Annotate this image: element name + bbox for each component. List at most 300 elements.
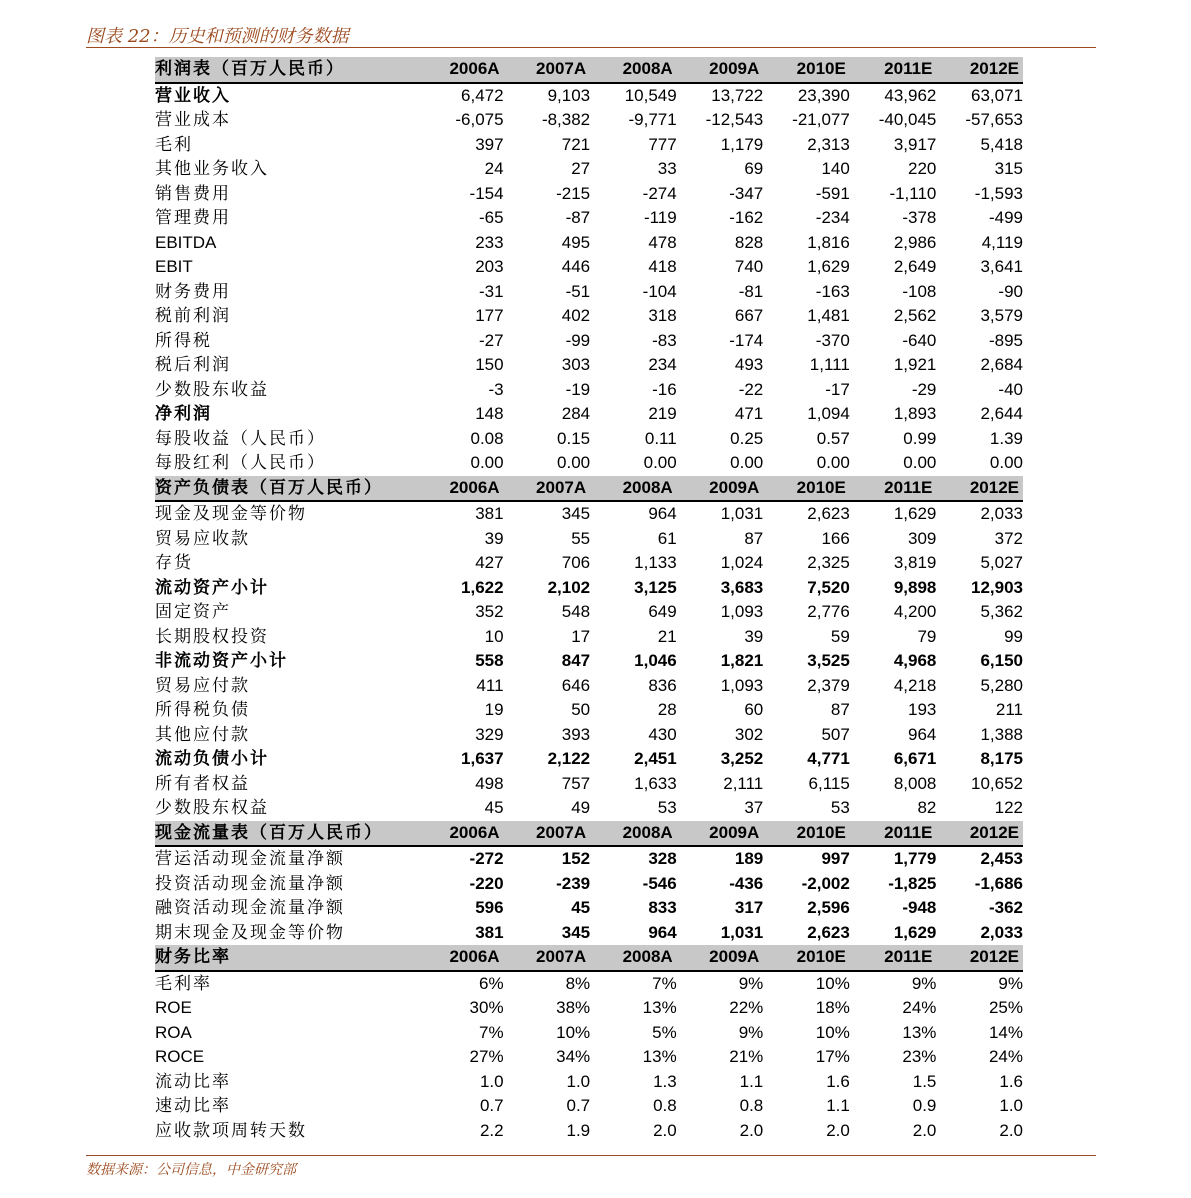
table-cell: 0.08 bbox=[470, 428, 504, 448]
table-cell: 53 bbox=[657, 798, 677, 818]
table-cell: 381 bbox=[475, 504, 504, 524]
table-cell: 49 bbox=[571, 798, 591, 818]
table-cell: 148 bbox=[475, 404, 504, 424]
table-row bbox=[155, 231, 1023, 256]
table-cell: 45 bbox=[571, 898, 591, 918]
table-cell: -119 bbox=[643, 208, 677, 228]
table-cell: 2,649 bbox=[893, 257, 937, 277]
table-cell: 0.00 bbox=[989, 453, 1023, 473]
section-header-row bbox=[155, 945, 1023, 971]
table-cell: 8,008 bbox=[893, 773, 937, 793]
table-cell: 79 bbox=[917, 626, 937, 646]
year-header: 2010E bbox=[763, 821, 850, 847]
table-cell: 53 bbox=[830, 798, 850, 818]
table-row bbox=[155, 1119, 1023, 1144]
table-cell: 234 bbox=[648, 355, 677, 375]
table-cell: 24 bbox=[484, 159, 504, 179]
table-cell: 122 bbox=[994, 798, 1023, 818]
table-cell: 6,472 bbox=[461, 85, 504, 105]
table-cell: -8,382 bbox=[541, 110, 591, 130]
table-cell: 27 bbox=[571, 159, 591, 179]
table-cell: -6,075 bbox=[455, 110, 504, 130]
table-cell: 303 bbox=[561, 355, 591, 375]
table-cell: 166 bbox=[821, 528, 850, 548]
table-cell: 3,641 bbox=[980, 257, 1023, 277]
table-cell: 61 bbox=[657, 528, 677, 548]
row-label: 所有者权益 bbox=[155, 773, 250, 794]
table-cell: 315 bbox=[994, 159, 1023, 179]
table-cell: 5% bbox=[652, 1022, 677, 1042]
table-cell: 189 bbox=[734, 849, 764, 869]
table-row bbox=[155, 206, 1023, 231]
table-cell: 328 bbox=[648, 849, 677, 869]
table-cell: 1.1 bbox=[826, 1096, 850, 1116]
table-cell: 14% bbox=[988, 1022, 1023, 1042]
table-cell: 1,093 bbox=[720, 675, 764, 695]
table-cell: 471 bbox=[734, 404, 764, 424]
table-cell: 1,388 bbox=[980, 724, 1023, 744]
table-cell: 964 bbox=[648, 504, 677, 524]
table-cell: 2.0 bbox=[999, 1120, 1023, 1140]
table-cell: 836 bbox=[648, 675, 677, 695]
table-cell: -16 bbox=[652, 379, 677, 399]
year-header: 2008A bbox=[590, 57, 677, 83]
financial-data-table bbox=[155, 57, 1023, 1143]
table-cell: 964 bbox=[908, 724, 937, 744]
table-cell: -362 bbox=[988, 898, 1023, 918]
table-cell: 1,133 bbox=[634, 553, 677, 573]
table-cell: 0.8 bbox=[653, 1096, 677, 1116]
table-row bbox=[155, 1070, 1023, 1095]
row-label: 每股收益（人民币） bbox=[155, 428, 326, 449]
table-cell: 9% bbox=[998, 973, 1023, 993]
table-row bbox=[155, 402, 1023, 427]
table-row bbox=[155, 304, 1023, 329]
table-cell: 24% bbox=[902, 998, 937, 1018]
table-cell: 1,637 bbox=[461, 749, 504, 769]
table-cell: 2,623 bbox=[807, 922, 850, 942]
table-cell: 9% bbox=[738, 1022, 764, 1042]
table-cell: -9,771 bbox=[628, 110, 677, 130]
row-label: 营业成本 bbox=[155, 110, 231, 131]
table-cell: -90 bbox=[998, 281, 1023, 301]
table-cell: 43,962 bbox=[884, 85, 937, 105]
table-cell: 1,093 bbox=[720, 602, 764, 622]
table-cell: -1,593 bbox=[974, 183, 1023, 203]
table-cell: 203 bbox=[475, 257, 504, 277]
table-cell: 828 bbox=[734, 232, 764, 252]
row-label: 财务费用 bbox=[155, 281, 231, 302]
table-cell: 9% bbox=[738, 973, 764, 993]
table-cell: 558 bbox=[475, 651, 504, 671]
table-cell: 345 bbox=[561, 922, 591, 942]
table-cell: 50 bbox=[571, 700, 591, 720]
table-cell: 193 bbox=[908, 700, 937, 720]
table-row bbox=[155, 280, 1023, 305]
table-cell: 2,596 bbox=[807, 898, 850, 918]
table-cell: -378 bbox=[902, 208, 937, 228]
table-cell: 427 bbox=[475, 553, 504, 573]
table-cell: 2,325 bbox=[807, 553, 850, 573]
year-header: 2010E bbox=[763, 945, 850, 971]
table-cell: 0.00 bbox=[903, 453, 937, 473]
table-cell: 13% bbox=[642, 1047, 677, 1067]
table-cell: 0.9 bbox=[912, 1096, 937, 1116]
table-row bbox=[155, 674, 1023, 699]
table-row bbox=[155, 1021, 1023, 1046]
table-cell: 23% bbox=[902, 1047, 937, 1067]
table-cell: 0.00 bbox=[470, 453, 504, 473]
table-cell: -22 bbox=[738, 379, 764, 399]
table-cell: 1,046 bbox=[634, 651, 677, 671]
table-cell: 2.0 bbox=[912, 1120, 937, 1140]
table-cell: 13% bbox=[642, 998, 677, 1018]
row-label: 税前利润 bbox=[155, 306, 231, 327]
table-cell: 4,968 bbox=[893, 651, 937, 671]
table-cell: -19 bbox=[565, 379, 591, 399]
row-label: 投资活动现金流量净额 bbox=[155, 873, 345, 894]
table-cell: 381 bbox=[475, 922, 504, 942]
table-row bbox=[155, 600, 1023, 625]
table-cell: 0.7 bbox=[566, 1096, 591, 1116]
table-cell: 5,418 bbox=[980, 134, 1023, 154]
table-cell: 30% bbox=[469, 998, 504, 1018]
table-cell: 318 bbox=[648, 306, 677, 326]
table-cell: 177 bbox=[475, 306, 504, 326]
table-cell: 302 bbox=[734, 724, 764, 744]
table-cell: 507 bbox=[821, 724, 850, 744]
table-cell: 2,562 bbox=[893, 306, 937, 326]
table-cell: 8,175 bbox=[980, 749, 1023, 769]
row-label: 所得税负债 bbox=[155, 700, 250, 721]
table-cell: -234 bbox=[815, 208, 850, 228]
table-cell: 23,390 bbox=[797, 85, 850, 105]
table-cell: 150 bbox=[475, 355, 504, 375]
table-cell: -640 bbox=[902, 330, 937, 350]
year-header: 2009A bbox=[677, 945, 764, 971]
row-label: 每股红利（人民币） bbox=[155, 453, 326, 474]
section-header-row bbox=[155, 57, 1023, 83]
row-label: 毛利 bbox=[155, 134, 193, 155]
table-cell: 10,549 bbox=[624, 85, 677, 105]
table-cell: 1,893 bbox=[893, 404, 937, 424]
table-cell: 38% bbox=[556, 998, 591, 1018]
table-row bbox=[155, 796, 1023, 821]
table-cell: 7% bbox=[479, 1022, 504, 1042]
row-label: 销售费用 bbox=[155, 183, 231, 204]
table-cell: 1,921 bbox=[893, 355, 937, 375]
table-cell: 2.0 bbox=[826, 1120, 850, 1140]
table-cell: 63,071 bbox=[971, 85, 1023, 105]
table-cell: 740 bbox=[734, 257, 764, 277]
section-title: 利润表（百万人民币） bbox=[155, 57, 417, 83]
row-label: 固定资产 bbox=[155, 602, 231, 623]
table-cell: -3 bbox=[488, 379, 504, 399]
table-cell: 211 bbox=[995, 700, 1023, 720]
table-cell: -220 bbox=[469, 873, 504, 893]
table-row bbox=[155, 723, 1023, 748]
table-cell: -99 bbox=[565, 330, 591, 350]
table-cell: 706 bbox=[561, 553, 591, 573]
figure-title: 图表 22：历史和预测的财务数据 bbox=[86, 26, 349, 47]
table-cell: 2,623 bbox=[807, 504, 850, 524]
row-label: 毛利率 bbox=[155, 973, 212, 994]
table-cell: 7,520 bbox=[807, 577, 850, 597]
table-cell: 21 bbox=[657, 626, 677, 646]
table-cell: 2,033 bbox=[980, 922, 1023, 942]
table-cell: -272 bbox=[469, 849, 504, 869]
table-cell: 3,125 bbox=[634, 577, 677, 597]
table-cell: -546 bbox=[642, 873, 677, 893]
table-row bbox=[155, 576, 1023, 601]
table-cell: 2.0 bbox=[653, 1120, 677, 1140]
table-cell: -40 bbox=[998, 379, 1023, 399]
table-cell: 140 bbox=[821, 159, 850, 179]
table-cell: 721 bbox=[561, 134, 591, 154]
table-cell: 430 bbox=[648, 724, 677, 744]
table-cell: -1,110 bbox=[889, 183, 937, 203]
year-header: 2007A bbox=[504, 821, 591, 847]
table-cell: 13% bbox=[902, 1022, 937, 1042]
table-row bbox=[155, 649, 1023, 674]
table-cell: 10,652 bbox=[971, 773, 1023, 793]
row-label: 期末现金及现金等价物 bbox=[155, 922, 345, 943]
table-cell: 17 bbox=[571, 626, 591, 646]
table-cell: 2,644 bbox=[980, 404, 1023, 424]
table-cell: 9,898 bbox=[893, 577, 937, 597]
table-cell: -162 bbox=[729, 208, 764, 228]
table-cell: 0.15 bbox=[557, 428, 591, 448]
table-cell: 284 bbox=[561, 404, 591, 424]
data-source-note: 数据来源：公司信息，中金研究部 bbox=[86, 1162, 296, 1178]
table-cell: 219 bbox=[648, 404, 677, 424]
table-cell: 6,115 bbox=[808, 773, 850, 793]
table-cell: -17 bbox=[825, 379, 850, 399]
year-header: 2009A bbox=[677, 821, 764, 847]
row-label: 速动比率 bbox=[155, 1096, 231, 1117]
row-label: 营业收入 bbox=[155, 85, 231, 106]
table-cell: 498 bbox=[475, 773, 504, 793]
table-cell: 25% bbox=[988, 998, 1023, 1018]
table-cell: 233 bbox=[475, 232, 504, 252]
table-cell: 220 bbox=[908, 159, 937, 179]
table-cell: 10% bbox=[815, 1022, 850, 1042]
table-cell: -2,002 bbox=[801, 873, 850, 893]
table-row bbox=[155, 921, 1023, 946]
section-title: 现金流量表（百万人民币） bbox=[155, 821, 417, 847]
table-cell: 402 bbox=[561, 306, 591, 326]
row-label: EBITDA bbox=[155, 232, 217, 252]
table-cell: 964 bbox=[648, 922, 677, 942]
table-cell: 2,379 bbox=[807, 675, 850, 695]
table-row bbox=[155, 329, 1023, 354]
table-cell: 45 bbox=[484, 798, 504, 818]
table-cell: -436 bbox=[729, 873, 764, 893]
table-cell: 1,821 bbox=[720, 651, 764, 671]
table-cell: -27 bbox=[479, 330, 504, 350]
table-cell: -57,653 bbox=[965, 110, 1023, 130]
table-cell: 1,031 bbox=[720, 504, 764, 524]
table-cell: 2,684 bbox=[980, 355, 1023, 375]
year-header: 2008A bbox=[590, 945, 677, 971]
table-cell: 4,218 bbox=[893, 675, 937, 695]
table-cell: 1.6 bbox=[826, 1071, 850, 1091]
table-cell: 493 bbox=[734, 355, 764, 375]
table-cell: 411 bbox=[476, 675, 504, 695]
table-cell: 1,629 bbox=[893, 504, 937, 524]
table-cell: 5,027 bbox=[980, 553, 1023, 573]
table-cell: 10% bbox=[556, 1022, 591, 1042]
table-cell: -1,686 bbox=[974, 873, 1023, 893]
table-cell: 10% bbox=[815, 973, 850, 993]
row-label: 税后利润 bbox=[155, 355, 231, 376]
table-cell: 418 bbox=[648, 257, 677, 277]
table-cell: 997 bbox=[821, 849, 850, 869]
table-cell: 478 bbox=[648, 232, 677, 252]
year-header: 2007A bbox=[504, 476, 591, 502]
table-cell: 1,633 bbox=[634, 773, 677, 793]
table-cell: 1.0 bbox=[479, 1071, 504, 1091]
table-cell: 13,722 bbox=[711, 85, 764, 105]
table-cell: 1.9 bbox=[566, 1120, 591, 1140]
table-cell: 0.57 bbox=[816, 428, 850, 448]
table-cell: -104 bbox=[642, 281, 677, 301]
table-cell: 329 bbox=[475, 724, 504, 744]
row-label: 现金及现金等价物 bbox=[155, 504, 307, 525]
table-cell: 833 bbox=[648, 898, 677, 918]
row-label: 融资活动现金流量净额 bbox=[155, 898, 345, 919]
table-row bbox=[155, 698, 1023, 723]
table-cell: 87 bbox=[830, 700, 850, 720]
section-title: 资产负债表（百万人民币） bbox=[155, 476, 417, 502]
table-cell: 3,525 bbox=[807, 651, 850, 671]
year-header: 2008A bbox=[590, 476, 677, 502]
table-row bbox=[155, 1045, 1023, 1070]
table-row bbox=[155, 353, 1023, 378]
row-label: EBIT bbox=[155, 257, 193, 277]
table-cell: 0.7 bbox=[479, 1096, 504, 1116]
table-cell: 1.6 bbox=[999, 1071, 1023, 1091]
title-divider bbox=[86, 47, 1096, 48]
table-cell: 1,779 bbox=[893, 849, 937, 869]
year-header: 2006A bbox=[417, 945, 504, 971]
table-cell: 6% bbox=[479, 973, 504, 993]
table-cell: 18% bbox=[815, 998, 850, 1018]
table-cell: -591 bbox=[815, 183, 850, 203]
table-row bbox=[155, 772, 1023, 797]
table-cell: 4,119 bbox=[981, 232, 1023, 252]
table-cell: 397 bbox=[475, 134, 504, 154]
table-row bbox=[155, 625, 1023, 650]
table-cell: 4,200 bbox=[893, 602, 937, 622]
table-row bbox=[155, 108, 1023, 133]
table-cell: -274 bbox=[642, 183, 677, 203]
year-header: 2011E bbox=[850, 476, 937, 502]
table-cell: 495 bbox=[561, 232, 591, 252]
table-row bbox=[155, 157, 1023, 182]
table-cell: 3,917 bbox=[893, 134, 937, 154]
year-header: 2011E bbox=[850, 945, 937, 971]
table-cell: 1,629 bbox=[807, 257, 850, 277]
section-header-row bbox=[155, 821, 1023, 847]
table-cell: 345 bbox=[561, 504, 591, 524]
year-header: 2007A bbox=[504, 945, 591, 971]
table-cell: 87 bbox=[744, 528, 764, 548]
table-row bbox=[155, 846, 1023, 872]
source-divider bbox=[86, 1155, 1096, 1156]
table-cell: 649 bbox=[648, 602, 677, 622]
table-cell: 1.1 bbox=[739, 1071, 764, 1091]
year-header: 2011E bbox=[850, 57, 937, 83]
year-header: 2010E bbox=[763, 476, 850, 502]
table-cell: 5,362 bbox=[980, 602, 1023, 622]
table-cell: 0.8 bbox=[739, 1096, 764, 1116]
row-label: 流动负债小计 bbox=[155, 749, 269, 770]
table-row bbox=[155, 872, 1023, 897]
table-cell: 2.2 bbox=[479, 1120, 504, 1140]
table-cell: 21% bbox=[729, 1047, 764, 1067]
table-cell: 6,150 bbox=[980, 651, 1023, 671]
table-row bbox=[155, 378, 1023, 403]
row-label: ROE bbox=[155, 998, 192, 1018]
table-cell: 0.99 bbox=[903, 428, 937, 448]
table-cell: 0.25 bbox=[730, 428, 764, 448]
table-row bbox=[155, 427, 1023, 452]
table-row bbox=[155, 451, 1023, 476]
table-cell: 1.5 bbox=[912, 1071, 937, 1091]
table-cell: 82 bbox=[917, 798, 937, 818]
table-row bbox=[155, 747, 1023, 772]
table-cell: -154 bbox=[469, 183, 504, 203]
row-label: ROA bbox=[155, 1022, 192, 1042]
year-header: 2010E bbox=[763, 57, 850, 83]
table-cell: 39 bbox=[744, 626, 764, 646]
row-label: 其他应付款 bbox=[155, 724, 250, 745]
table-row bbox=[155, 83, 1023, 109]
table-cell: -81 bbox=[738, 281, 764, 301]
table-cell: 5,280 bbox=[980, 675, 1023, 695]
row-label: 非流动资产小计 bbox=[155, 651, 288, 672]
year-header: 2009A bbox=[677, 57, 764, 83]
table-cell: 2,122 bbox=[547, 749, 591, 769]
table-cell: 757 bbox=[561, 773, 591, 793]
row-label: 其他业务收入 bbox=[155, 159, 269, 180]
table-cell: 2,102 bbox=[547, 577, 591, 597]
table-cell: 24% bbox=[988, 1047, 1023, 1067]
table-cell: 548 bbox=[561, 602, 591, 622]
table-cell: 39 bbox=[484, 528, 504, 548]
table-cell: 152 bbox=[561, 849, 591, 869]
table-row bbox=[155, 133, 1023, 158]
table-cell: 777 bbox=[648, 134, 677, 154]
table-cell: 1,111 bbox=[809, 355, 850, 375]
table-cell: 0.00 bbox=[557, 453, 591, 473]
table-row bbox=[155, 501, 1023, 527]
table-cell: 1,094 bbox=[807, 404, 850, 424]
table-cell: -239 bbox=[556, 873, 591, 893]
table-cell: 372 bbox=[994, 528, 1023, 548]
row-label: 长期股权投资 bbox=[155, 626, 269, 647]
table-cell: -174 bbox=[729, 330, 764, 350]
table-cell: -12,543 bbox=[705, 110, 764, 130]
table-cell: 8% bbox=[565, 973, 591, 993]
row-label: 流动比率 bbox=[155, 1071, 231, 1092]
year-header: 2006A bbox=[417, 476, 504, 502]
table-cell: 9,103 bbox=[547, 85, 591, 105]
table-cell: 1,179 bbox=[720, 134, 764, 154]
table-cell: 2,033 bbox=[980, 504, 1023, 524]
row-label: 管理费用 bbox=[155, 208, 231, 229]
